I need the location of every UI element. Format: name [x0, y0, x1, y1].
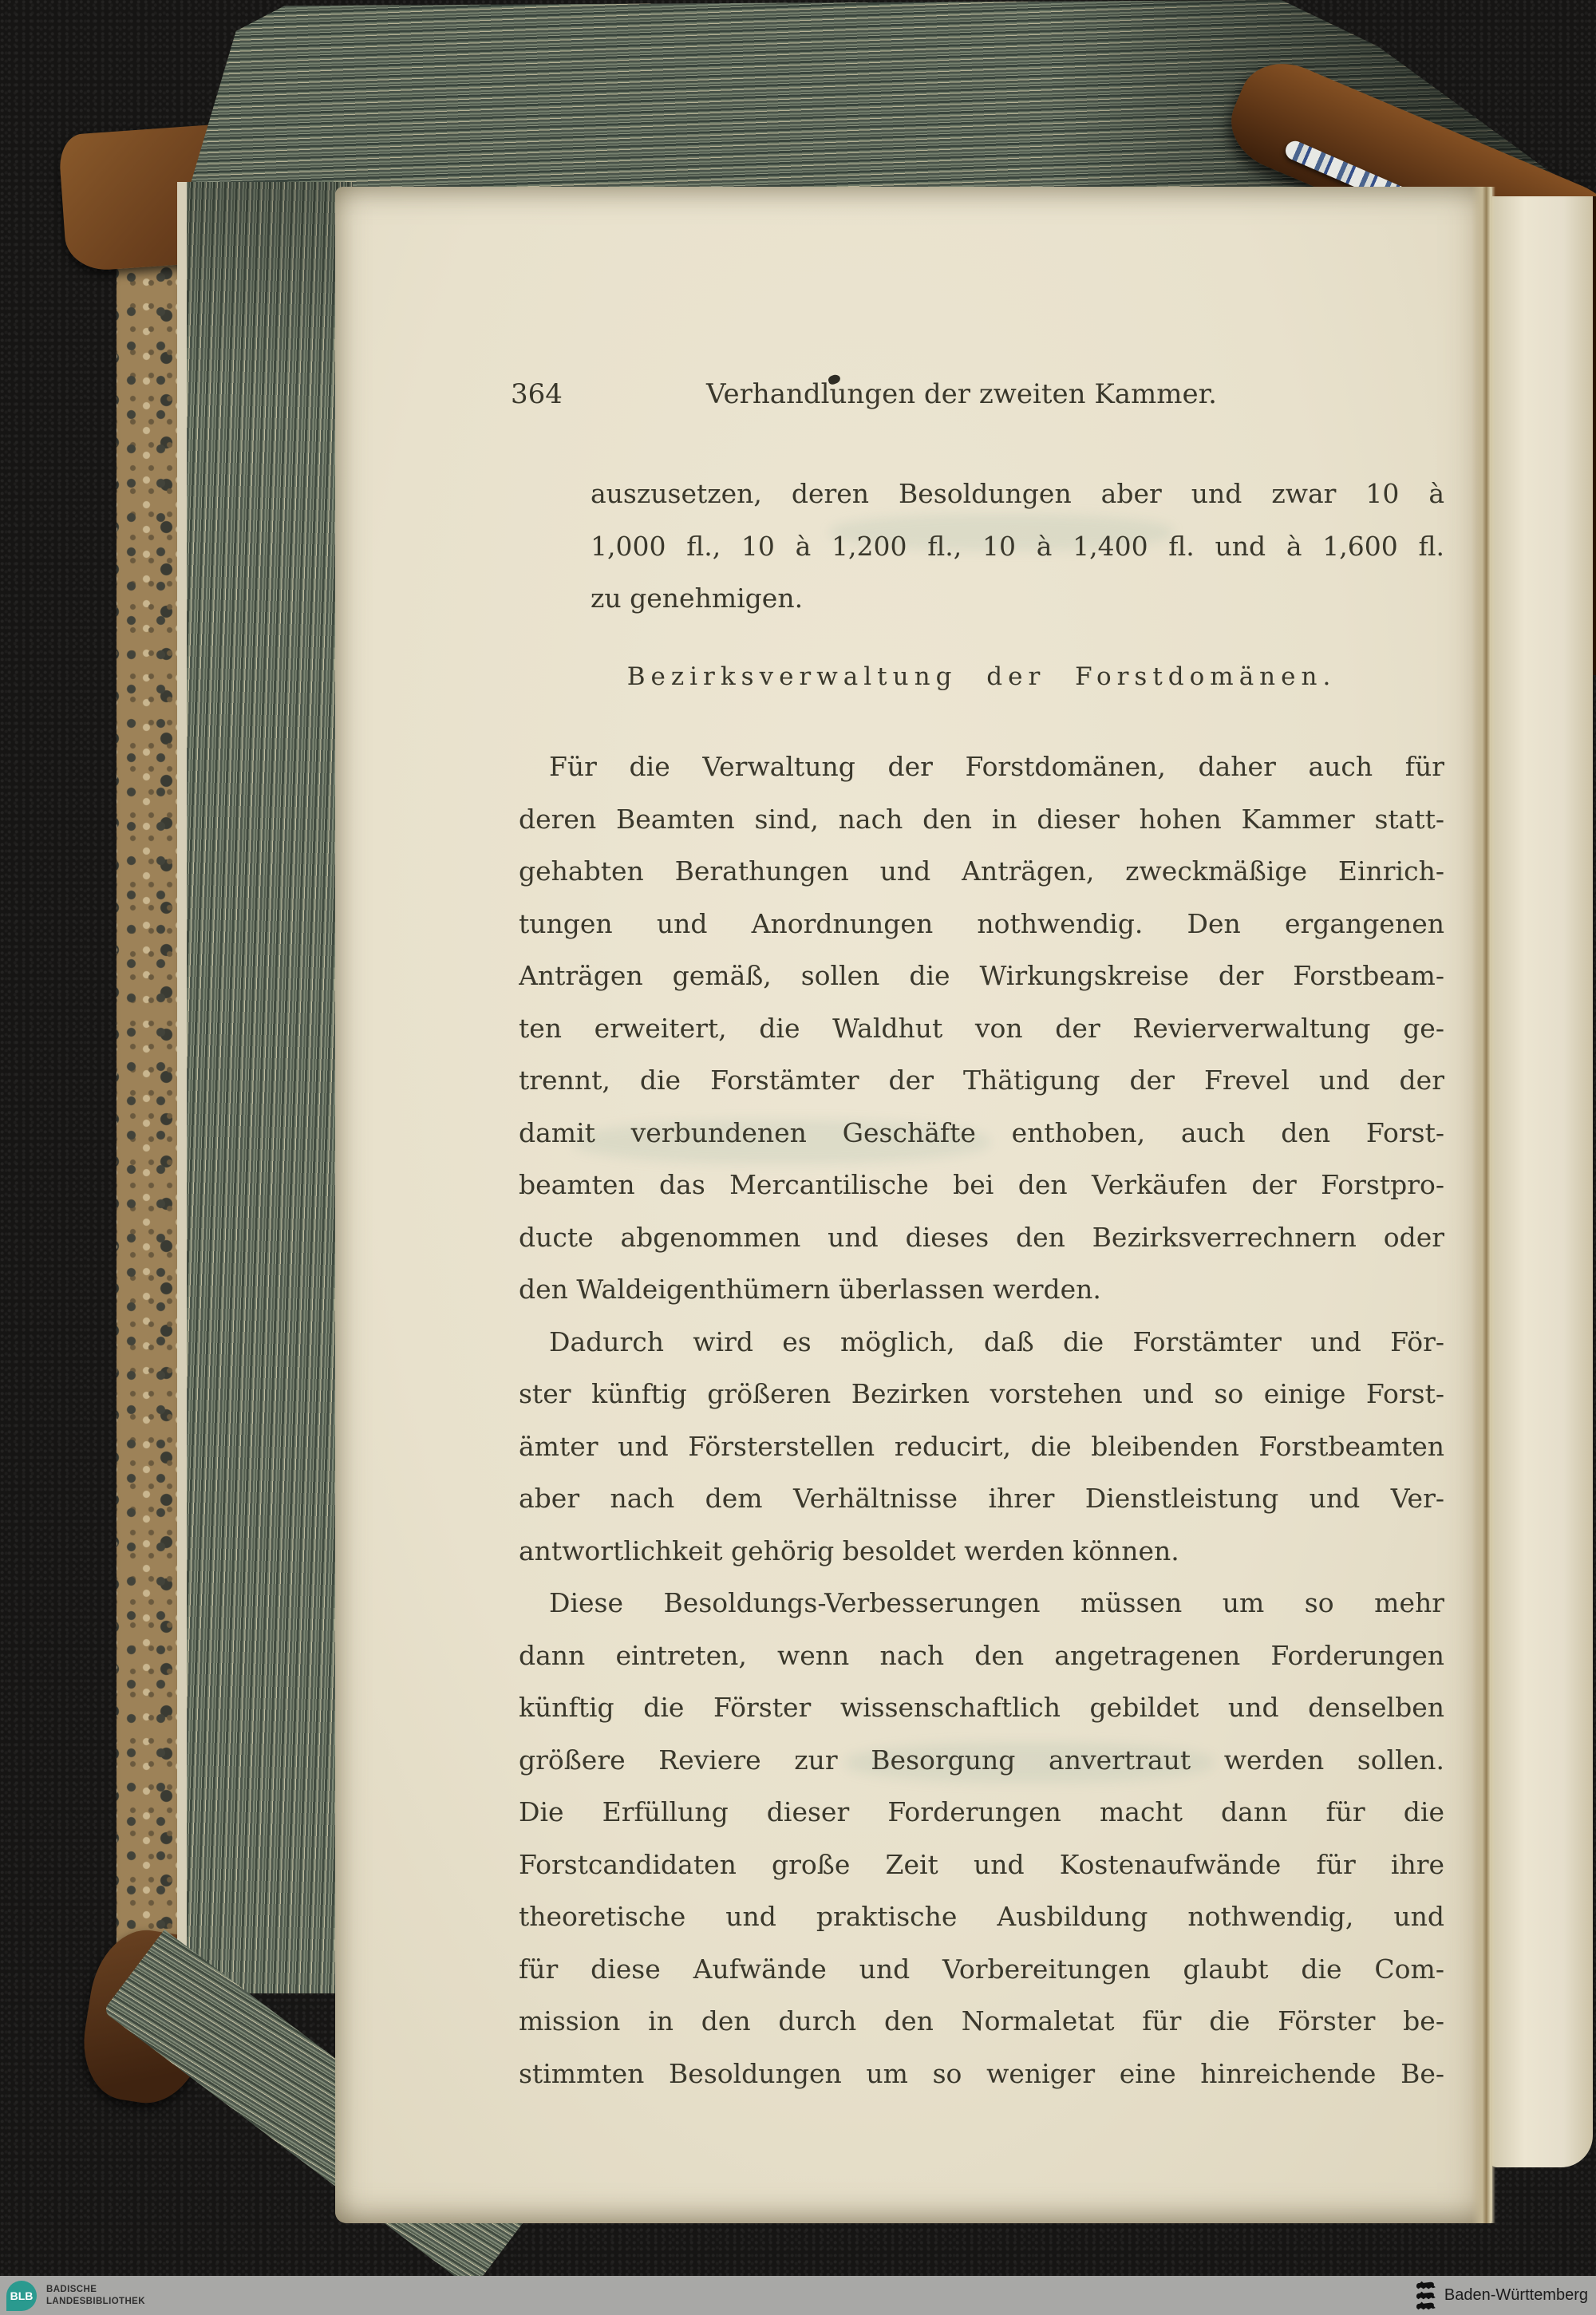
- text-line: trennt, die Forstämter der Thätigung der Frevel und der: [519, 1065, 1444, 1096]
- section-heading: Bezirksverwaltung der Forstdomänen.: [626, 662, 1337, 691]
- running-head: [335, 378, 1492, 415]
- text-line: Dadurch wird es möglich, daß die Forstämter und För-: [549, 1325, 1444, 1357]
- text-line: für diese Aufwände und Vorbereitungen glaubt die Com-: [519, 1953, 1444, 1985]
- library-name-line1: BADISCHE: [46, 2284, 97, 2294]
- text-line: ten erweitert, die Waldhut von der Revierverwaltung ge-: [519, 1012, 1444, 1044]
- facing-page-edge: [1489, 196, 1593, 2167]
- text-line: ämter und Försterstellen reducirt, die bleibenden Forstbeamten: [519, 1430, 1444, 1462]
- library-name: [46, 2284, 145, 2308]
- paragraph-3: [519, 1577, 1444, 2100]
- text-line: ster künftig größeren Bezirken vorstehen und so einige Forst-: [519, 1378, 1444, 1409]
- state-name: Baden-Württemberg: [1444, 2286, 1588, 2304]
- text-line: deren Beamten sind, nach den in dieser hohen Kammer statt-: [519, 803, 1444, 835]
- text-line: antwortlichkeit gehörig besoldet werden können.: [519, 1535, 1179, 1566]
- page-number: 364: [511, 378, 563, 410]
- text-line: künftig die Förster wissenschaftlich gebildet und denselben: [519, 1692, 1444, 1723]
- text-line: damit verbundenen Geschäfte enthoben, auch den Forst-: [519, 1116, 1444, 1148]
- blb-logo-abbr: BLB: [10, 2289, 34, 2302]
- footer-bar: [0, 2276, 1596, 2315]
- book-fore-edge-pages: [177, 182, 353, 1993]
- text-line: Anträgen gemäß, sollen die Wirkungskreise der Forstbeam-: [519, 960, 1444, 991]
- text-line: zu genehmigen.: [591, 583, 804, 614]
- paragraph-2: [519, 1316, 1444, 1578]
- text-line: den Waldeigenthümern überlassen werden.: [519, 1274, 1101, 1305]
- text-line: Forstcandidaten große Zeit und Kostenaufwände für ihre: [519, 1848, 1444, 1880]
- text-line: beamten das Mercantilische bei den Verkäufen der Forstpro-: [519, 1169, 1444, 1200]
- text-line: aber nach dem Verhältnisse ihrer Dienstleistung und Ver-: [519, 1483, 1444, 1514]
- text-line: Diese Besoldungs-Verbesserungen müssen um so mehr: [549, 1587, 1444, 1618]
- library-name-line2: LANDESBIBLIOTHEK: [46, 2296, 145, 2306]
- book-page: [335, 187, 1492, 2223]
- text-line: Die Erfüllung dieser Forderungen macht dann für die: [519, 1796, 1444, 1827]
- paragraph-1: [519, 741, 1444, 1316]
- text-line: mission in den durch den Normaletat für die Förster be-: [519, 2005, 1444, 2036]
- text-line: ducte abgenommen und dieses den Bezirksverrechnern oder: [519, 1221, 1444, 1253]
- blb-logo: [6, 2281, 37, 2311]
- text-line: gehabten Berathungen und Anträgen, zweckmäßige Einrich-: [519, 855, 1444, 887]
- state-logo: [1415, 2280, 1588, 2312]
- text-line: Für die Verwaltung der Forstdomänen, daher auch für: [549, 751, 1444, 782]
- text-line: größere Reviere zur Besorgung anvertraut werden sollen.: [519, 1744, 1444, 1776]
- text-line: dann eintreten, wenn nach den angetragenen Forderungen: [519, 1639, 1444, 1671]
- text-line: auszusetzen, deren Besoldungen aber und zwar 10 à: [591, 478, 1444, 509]
- body-text: [519, 741, 1444, 2100]
- running-header-title: Verhandlungen der zweiten Kammer.: [706, 378, 1217, 410]
- text-line: tungen und Anordnungen nothwendig. Den ergangenen: [519, 907, 1444, 939]
- baden-wuerttemberg-coat-of-arms-icon: [1415, 2280, 1437, 2312]
- text-line: 1,000 fl., 10 à 1,200 fl., 10 à 1,400 fl. und à 1,600 fl.: [591, 530, 1444, 562]
- intro-block: [591, 468, 1444, 625]
- text-line: theoretische und praktische Ausbildung nothwendig, und: [519, 1901, 1444, 1932]
- text-line: stimmten Besoldungen um so weniger eine hinreichende Be-: [519, 2057, 1444, 2089]
